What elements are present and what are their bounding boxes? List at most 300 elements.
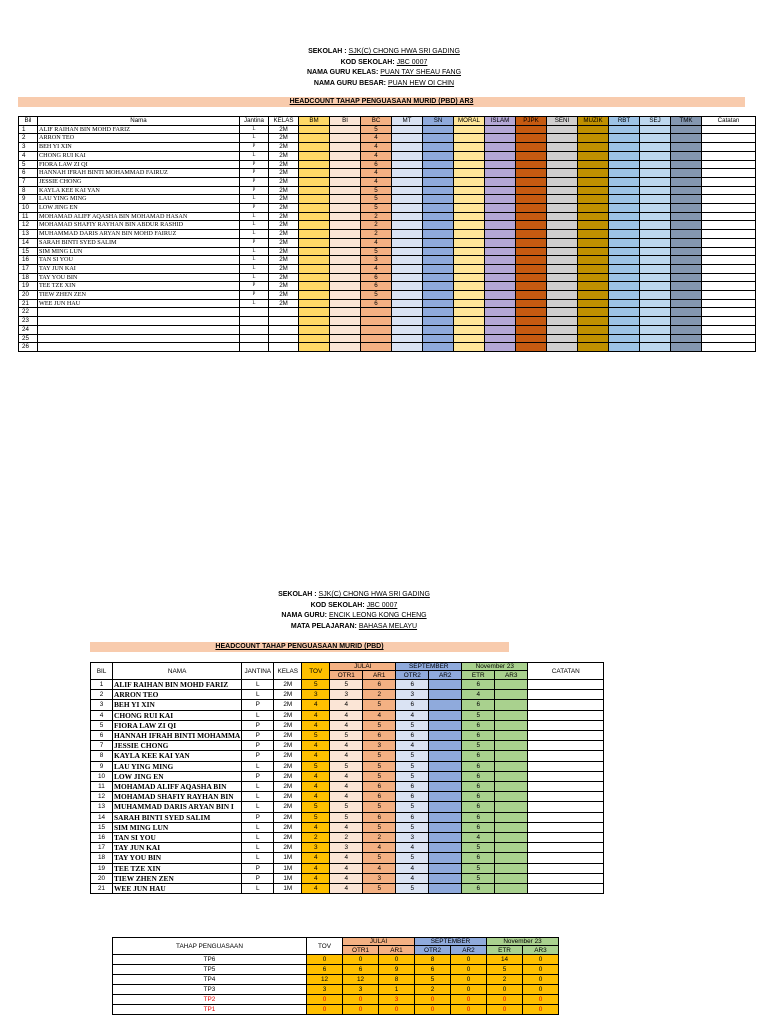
row-subject-cell: [454, 134, 485, 143]
row-value: 3: [307, 985, 343, 995]
row-subject-cell: [454, 177, 485, 186]
row-subject-cell: [485, 221, 516, 230]
col-otr2: OTR2: [396, 671, 429, 680]
row-subject-cell: [547, 143, 578, 152]
col-sej: SEJ: [640, 117, 671, 126]
row-subject-cell: [640, 134, 671, 143]
row-kelas: 2M: [269, 204, 299, 213]
row-nama: MUHAMMAD DARIS ARYAN BIN I: [113, 802, 242, 812]
row-subject-cell: [640, 238, 671, 247]
row-ar3: [495, 710, 528, 720]
col-kelas: KELAS: [269, 117, 299, 126]
row-subject-cell: [671, 143, 702, 152]
row-kelas: 2M: [269, 230, 299, 239]
row-ar3: [495, 853, 528, 863]
table-row: [91, 782, 604, 792]
summary-header-row: [113, 938, 559, 946]
row-ar2: [429, 863, 462, 873]
row-subject-cell: [516, 299, 547, 308]
col-bil: BIL: [91, 663, 113, 680]
row-jantina: L: [240, 256, 269, 265]
row-kelas: 2M: [269, 238, 299, 247]
row-etr: 6: [462, 731, 495, 741]
row-jantina: L: [242, 884, 274, 894]
row-subject-cell: [392, 256, 423, 265]
row-subject-cell: [299, 325, 330, 334]
row-subject-cell: [547, 177, 578, 186]
row-jantina: L: [242, 833, 274, 843]
row-jantina: L: [240, 247, 269, 256]
col-tahap: TAHAP PENGUASAAN: [113, 938, 307, 955]
row-subject-cell: [330, 334, 361, 343]
row-nama: LAU YING MING: [38, 195, 240, 204]
row-subject-cell: [485, 160, 516, 169]
row-ar1: 2: [363, 833, 396, 843]
row-subject-cell: [640, 169, 671, 178]
row-subject-cell: [454, 282, 485, 291]
row-tov: 5: [302, 812, 330, 822]
row-otr1: 4: [330, 741, 363, 751]
row-subject-cell: [640, 151, 671, 160]
row-subject-cell: [609, 204, 640, 213]
row-subject-cell: [671, 264, 702, 273]
row-subject-cell: [578, 125, 609, 134]
row-subject-cell: [423, 291, 454, 300]
mapel-value: BAHASA MELAYU: [358, 622, 418, 630]
row-kelas: 2M: [269, 160, 299, 169]
sekolah-value: SJK(C) CHONG HWA SRI GADING: [348, 48, 460, 55]
row-kelas: 2M: [269, 264, 299, 273]
row-subject-cell: [547, 291, 578, 300]
row-subject-cell: [640, 204, 671, 213]
row-catatan: [702, 256, 756, 265]
row-subject-cell: [299, 177, 330, 186]
col-tmk: TMK: [671, 117, 702, 126]
row-ar1: 4: [363, 863, 396, 873]
row-otr2: 5: [396, 884, 429, 894]
row-subject-cell: 3: [361, 256, 392, 265]
row-subject-cell: [361, 308, 392, 317]
row-bil: 2: [19, 134, 38, 143]
row-otr2: 4: [396, 741, 429, 751]
row-bil: 18: [19, 273, 38, 282]
row-ar1: 5: [363, 771, 396, 781]
row-jantina: L: [242, 822, 274, 832]
row-value: 0: [523, 985, 559, 995]
row-subject-cell: [299, 221, 330, 230]
row-jantina: [240, 325, 269, 334]
row-etr: 6: [462, 884, 495, 894]
row-subject-cell: [578, 256, 609, 265]
col-bi: BI: [330, 117, 361, 126]
row-nama: [38, 334, 240, 343]
row-otr2: 6: [396, 812, 429, 822]
row-ar2: [429, 761, 462, 771]
row-nama: CHONG RUI KAI: [113, 710, 242, 720]
row-subject-cell: [330, 325, 361, 334]
row-subject-cell: [423, 134, 454, 143]
table-row: [91, 741, 604, 751]
row-subject-cell: [485, 299, 516, 308]
row-subject-cell: 5: [361, 291, 392, 300]
row-ar3: [495, 863, 528, 873]
row-catatan: [702, 247, 756, 256]
row-subject-cell: [392, 134, 423, 143]
guru-value: ENCIK LEONG KONG CHENG: [328, 612, 427, 619]
col-otr1: OTR1: [330, 671, 363, 680]
row-ar2: [429, 884, 462, 894]
row-otr2: 3: [396, 833, 429, 843]
sekolah-value-2: SJK(C) CHONG HWA SRI GADING: [318, 591, 430, 598]
row-ar2: [429, 710, 462, 720]
sheet2-title: HEADCOUNT TAHAP PENGUASAAN MURID (PBD): [90, 642, 509, 652]
row-nama: SIM MING LUN: [38, 247, 240, 256]
row-jantina: L: [240, 212, 269, 221]
row-tov: 3: [302, 690, 330, 700]
summary-row: [113, 985, 559, 995]
row-subject-cell: 5: [361, 125, 392, 134]
table-row: [19, 134, 756, 143]
row-subject-cell: [330, 143, 361, 152]
row-subject-cell: [671, 195, 702, 204]
group-november-summary: November 23: [487, 938, 559, 946]
table-row: [91, 731, 604, 741]
row-subject-cell: [578, 186, 609, 195]
row-tahap: TP2: [113, 995, 307, 1005]
row-nama: MOHAMAD SHAFIY RAYHAN BIN ABDUR RASHID: [38, 221, 240, 230]
row-subject-cell: [361, 317, 392, 326]
table-row: [91, 833, 604, 843]
group-julai-summary: JULAI: [343, 938, 415, 946]
row-kelas: 2M: [269, 125, 299, 134]
row-kelas: 2M: [269, 273, 299, 282]
row-subject-cell: [516, 186, 547, 195]
row-ar1: 5: [363, 853, 396, 863]
row-subject-cell: [516, 151, 547, 160]
row-kelas: 2M: [274, 761, 302, 771]
row-subject-cell: [547, 204, 578, 213]
table-row: [19, 238, 756, 247]
row-subject-cell: [299, 212, 330, 221]
table-row: [91, 802, 604, 812]
row-subject-cell: [609, 221, 640, 230]
row-jantina: P: [242, 873, 274, 883]
row-jantina: P: [240, 204, 269, 213]
row-bil: 6: [19, 169, 38, 178]
row-subject-cell: [671, 299, 702, 308]
row-ar1: 5: [363, 884, 396, 894]
row-subject-cell: [392, 160, 423, 169]
row-kelas: 2M: [269, 177, 299, 186]
row-etr: 6: [462, 812, 495, 822]
row-subject-cell: [609, 177, 640, 186]
row-nama: HANNAH IFRAH BINTI MOHAMMAD FAIRUZ: [38, 169, 240, 178]
row-otr2: 6: [396, 731, 429, 741]
row-subject-cell: [640, 212, 671, 221]
row-otr2: 4: [396, 710, 429, 720]
row-jantina: L: [242, 761, 274, 771]
row-tov: 3: [302, 843, 330, 853]
row-jantina: L: [240, 125, 269, 134]
row-subject-cell: [299, 238, 330, 247]
row-catatan: [528, 731, 604, 741]
row-subject-cell: [454, 160, 485, 169]
row-subject-cell: [671, 308, 702, 317]
row-value: 2: [487, 975, 523, 985]
row-subject-cell: [392, 282, 423, 291]
table-row: [19, 264, 756, 273]
row-subject-cell: [423, 204, 454, 213]
row-subject-cell: [516, 212, 547, 221]
row-nama: TAN SI YOU: [38, 256, 240, 265]
row-subject-cell: [516, 317, 547, 326]
row-subject-cell: [423, 221, 454, 230]
row-value: 0: [523, 1005, 559, 1015]
row-subject-cell: [609, 186, 640, 195]
row-nama: BEH YI XIN: [38, 143, 240, 152]
row-etr: 6: [462, 751, 495, 761]
row-subject-cell: [671, 317, 702, 326]
row-subject-cell: [671, 160, 702, 169]
row-subject-cell: [609, 308, 640, 317]
row-bil: 11: [19, 212, 38, 221]
row-subject-cell: [330, 264, 361, 273]
row-value: 3: [343, 985, 379, 995]
row-subject-cell: [299, 230, 330, 239]
row-bil: 22: [19, 308, 38, 317]
row-etr: 6: [462, 853, 495, 863]
row-kelas: 1M: [274, 884, 302, 894]
row-jantina: P: [242, 720, 274, 730]
row-ar3: [495, 792, 528, 802]
row-subject-cell: [423, 151, 454, 160]
row-tov: 4: [302, 792, 330, 802]
row-subject-cell: [578, 325, 609, 334]
row-ar1: 6: [363, 680, 396, 690]
row-etr: 6: [462, 720, 495, 730]
row-subject-cell: [423, 125, 454, 134]
row-value: 8: [415, 955, 451, 965]
row-nama: CHONG RUI KAI: [38, 151, 240, 160]
row-nama: ARRON TEO: [113, 690, 242, 700]
row-subject-cell: [299, 264, 330, 273]
row-subject-cell: [609, 343, 640, 352]
row-subject-cell: 6: [361, 273, 392, 282]
row-subject-cell: [578, 264, 609, 273]
row-ar3: [495, 731, 528, 741]
row-subject-cell: [547, 160, 578, 169]
row-nama: LOW JING EN: [38, 204, 240, 213]
row-subject-cell: [392, 204, 423, 213]
row-bil: 7: [19, 177, 38, 186]
table-row: [19, 151, 756, 160]
row-ar1: 6: [363, 812, 396, 822]
table-row: [91, 761, 604, 771]
row-kelas: 2M: [274, 710, 302, 720]
row-subject-cell: [640, 177, 671, 186]
row-bil: 20: [91, 873, 113, 883]
row-bil: 11: [91, 782, 113, 792]
row-otr1: 5: [330, 802, 363, 812]
row-kelas: 2M: [269, 299, 299, 308]
row-subject-cell: [299, 334, 330, 343]
row-etr: 6: [462, 802, 495, 812]
row-subject-cell: [547, 134, 578, 143]
row-subject-cell: [361, 343, 392, 352]
row-nama: [38, 325, 240, 334]
row-jantina: P: [242, 771, 274, 781]
row-subject-cell: [671, 282, 702, 291]
row-ar2: [429, 843, 462, 853]
row-subject-cell: 5: [361, 186, 392, 195]
row-subject-cell: [454, 195, 485, 204]
table-row: [91, 884, 604, 894]
row-ar3: [495, 720, 528, 730]
table-header-row: [19, 117, 756, 126]
row-otr1: 4: [330, 792, 363, 802]
row-bil: 4: [19, 151, 38, 160]
row-catatan: [528, 761, 604, 771]
row-subject-cell: [423, 299, 454, 308]
row-nama: [38, 308, 240, 317]
row-subject-cell: [671, 221, 702, 230]
row-subject-cell: 5: [361, 204, 392, 213]
row-kelas: 2M: [269, 134, 299, 143]
row-nama: LAU YING MING: [113, 761, 242, 771]
row-subject-cell: [671, 291, 702, 300]
row-subject-cell: [392, 264, 423, 273]
table-row: [91, 843, 604, 853]
row-value: 0: [343, 995, 379, 1005]
row-subject-cell: [454, 212, 485, 221]
row-subject-cell: [671, 273, 702, 282]
row-subject-cell: [578, 238, 609, 247]
row-kelas: [269, 325, 299, 334]
row-subject-cell: [423, 273, 454, 282]
row-tov: 4: [302, 782, 330, 792]
row-subject-cell: [578, 177, 609, 186]
row-catatan: [702, 195, 756, 204]
row-subject-cell: [578, 299, 609, 308]
row-jantina: L: [242, 690, 274, 700]
summary-row: [113, 975, 559, 985]
row-value: 5: [415, 975, 451, 985]
table-row: [91, 812, 604, 822]
row-catatan: [702, 160, 756, 169]
row-subject-cell: [392, 151, 423, 160]
row-jantina: L: [242, 782, 274, 792]
row-subject-cell: [392, 247, 423, 256]
row-subject-cell: [640, 299, 671, 308]
row-subject-cell: [671, 212, 702, 221]
row-otr2: 5: [396, 761, 429, 771]
row-otr2: 5: [396, 802, 429, 812]
row-subject-cell: [485, 125, 516, 134]
row-subject-cell: [609, 195, 640, 204]
row-otr1: 4: [330, 782, 363, 792]
row-ar3: [495, 812, 528, 822]
row-nama: TAY YOU BIN: [113, 853, 242, 863]
row-ar2: [429, 751, 462, 761]
row-jantina: L: [240, 230, 269, 239]
row-subject-cell: [485, 291, 516, 300]
table-row: [19, 125, 756, 134]
row-subject-cell: [578, 151, 609, 160]
row-subject-cell: [361, 325, 392, 334]
row-catatan: [702, 334, 756, 343]
row-subject-cell: [671, 134, 702, 143]
row-subject-cell: [547, 264, 578, 273]
row-subject-cell: [609, 317, 640, 326]
row-ar2: [429, 771, 462, 781]
subject-headcount-table: [18, 116, 756, 352]
row-bil: 4: [91, 710, 113, 720]
row-catatan: [528, 710, 604, 720]
row-subject-cell: [454, 325, 485, 334]
row-subject-cell: [609, 273, 640, 282]
row-bil: 12: [19, 221, 38, 230]
row-subject-cell: [423, 195, 454, 204]
row-etr: 5: [462, 710, 495, 720]
row-jantina: L: [242, 680, 274, 690]
row-bil: 12: [91, 792, 113, 802]
row-subject-cell: 2: [361, 230, 392, 239]
row-bil: 9: [91, 761, 113, 771]
row-subject-cell: [609, 230, 640, 239]
row-value: 0: [451, 995, 487, 1005]
row-ar3: [495, 873, 528, 883]
group-september-summary: SEPTEMBER: [415, 938, 487, 946]
row-subject-cell: [423, 169, 454, 178]
row-subject-cell: [578, 195, 609, 204]
col-ar1-summary: AR1: [379, 946, 415, 955]
row-kelas: [269, 343, 299, 352]
row-subject-cell: [330, 256, 361, 265]
guru-line: NAMA GURU: ENCIK LEONG KONG CHENG: [281, 612, 427, 619]
table-row: [91, 792, 604, 802]
row-subject-cell: [299, 143, 330, 152]
row-bil: 23: [19, 317, 38, 326]
col-ar2: AR2: [429, 671, 462, 680]
table-row: [91, 710, 604, 720]
row-subject-cell: [454, 264, 485, 273]
group-julai: JULAI: [330, 663, 396, 671]
row-value: 0: [451, 975, 487, 985]
row-subject-cell: 2: [361, 221, 392, 230]
summary-row: [113, 955, 559, 965]
row-kelas: 2M: [274, 700, 302, 710]
row-bil: 13: [19, 230, 38, 239]
row-kelas: 2M: [269, 143, 299, 152]
row-value: 14: [487, 955, 523, 965]
col-pjpk: PJPK: [516, 117, 547, 126]
row-subject-cell: [423, 325, 454, 334]
row-ar2: [429, 822, 462, 832]
row-nama: BEH YI XIN: [113, 700, 242, 710]
row-kelas: 2M: [274, 812, 302, 822]
table-row: [91, 690, 604, 700]
row-ar2: [429, 853, 462, 863]
row-value: 0: [487, 995, 523, 1005]
row-subject-cell: [454, 273, 485, 282]
row-nama: FIORA LAW ZI QI: [38, 160, 240, 169]
row-catatan: [528, 792, 604, 802]
row-subject-cell: [299, 186, 330, 195]
row-otr1: 4: [330, 700, 363, 710]
row-subject-cell: [392, 177, 423, 186]
row-subject-cell: [671, 256, 702, 265]
row-nama: HANNAH IFRAH BINTI MOHAMMA: [114, 731, 241, 741]
